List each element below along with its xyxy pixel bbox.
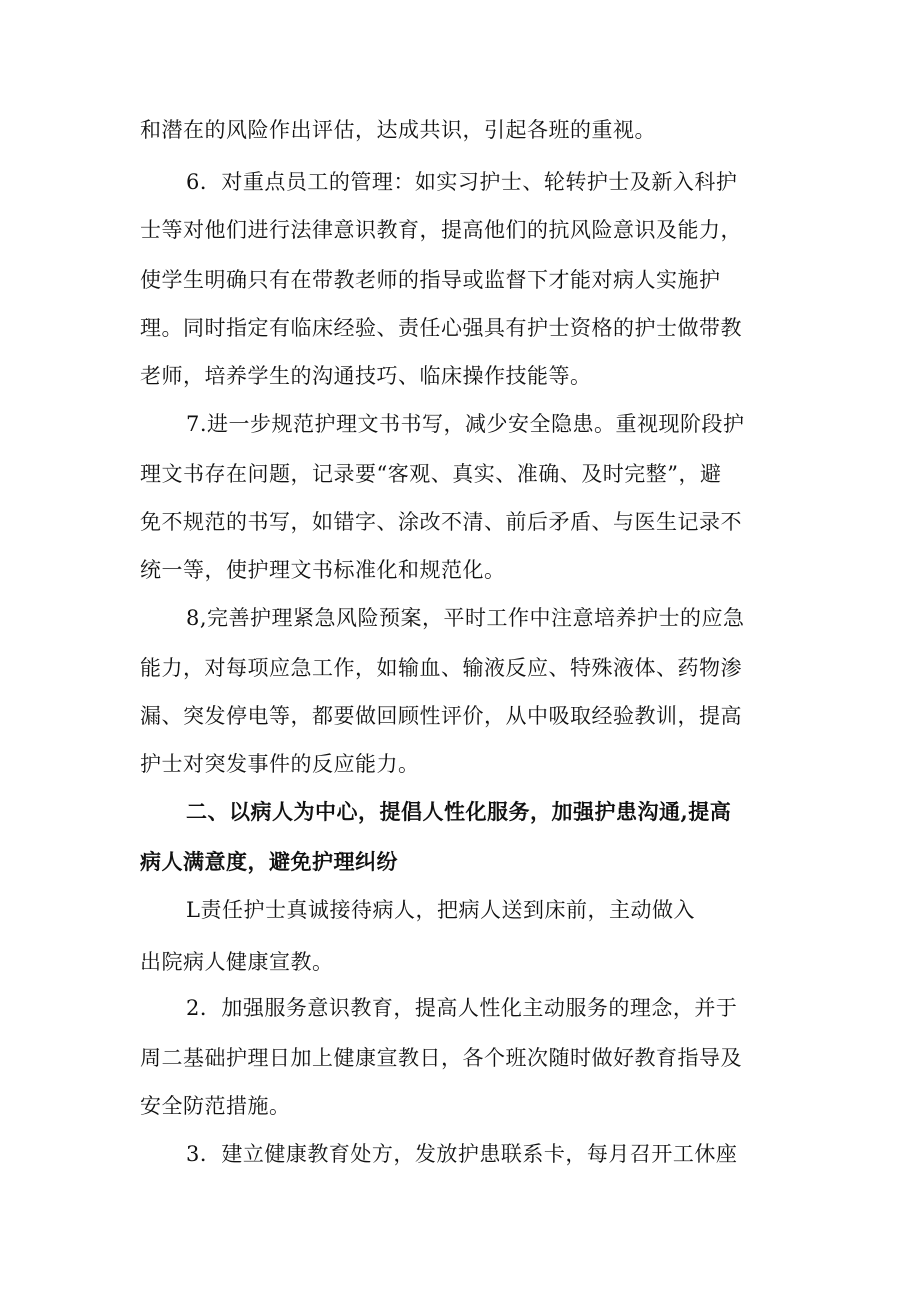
text-line: 统一等，使护理文书标准化和规范化。 bbox=[140, 558, 506, 582]
text-line: 和潜在的风险作出评估，达成共识，引起各班的重视。 bbox=[140, 118, 656, 142]
text-line: 3．建立健康教育处方，发放护患联系卡，每月召开工休座 bbox=[186, 1142, 738, 1166]
section-heading: 病人满意度，避免护理纠纷 bbox=[140, 849, 398, 874]
text-line: 出院病人健康宣教。 bbox=[140, 950, 334, 974]
text-line: 周二基础护理日加上健康宣教日，各个班次随时做好教育指导及 bbox=[140, 1046, 742, 1070]
text-line: 7.进一步规范护理文书书写，减少安全隐患。重视现阶段护 bbox=[186, 412, 745, 436]
text-line: 使学生明确只有在带教老师的指导或监督下才能对病人实施护 bbox=[140, 268, 721, 292]
text-line: 理文书存在问题，记录要“客观、真实、准确、及时完整”，避 bbox=[140, 462, 722, 486]
text-line: 士等对他们进行法律意识教育，提高他们的抗风险意识及能力， bbox=[140, 218, 742, 242]
section-heading: 二、以病人为中心，提倡人性化服务，加强护患沟通,提高 bbox=[186, 799, 732, 824]
text-line: 8,完善护理紧急风险预案，平时工作中注意培养护士的应急 bbox=[186, 606, 745, 630]
text-line: 能力，对每项应急工作，如输血、输液反应、特殊液体、药物渗 bbox=[140, 656, 742, 680]
text-line: 6．对重点员工的管理：如实习护士、轮转护士及新入科护 bbox=[186, 170, 738, 194]
text-line: 免不规范的书写，如错字、涂改不清、前后矛盾、与医生记录不 bbox=[140, 510, 742, 534]
text-line: 理。同时指定有临床经验、责任心强具有护士资格的护士做带教 bbox=[140, 316, 742, 340]
text-line: L责任护士真诚接待病人，把病人送到床前，主动做入 bbox=[186, 898, 695, 922]
text-line: 漏、突发停电等，都要做回顾性评价，从中吸取经验教训，提高 bbox=[140, 704, 742, 728]
text-line: 护士对突发事件的反应能力。 bbox=[140, 752, 420, 776]
text-line: 2．加强服务意识教育，提高人性化主动服务的理念，并于 bbox=[186, 996, 738, 1020]
text-line: 老师，培养学生的沟通技巧、临床操作技能等。 bbox=[140, 364, 592, 388]
text-line: 安全防范措施。 bbox=[140, 1094, 291, 1118]
